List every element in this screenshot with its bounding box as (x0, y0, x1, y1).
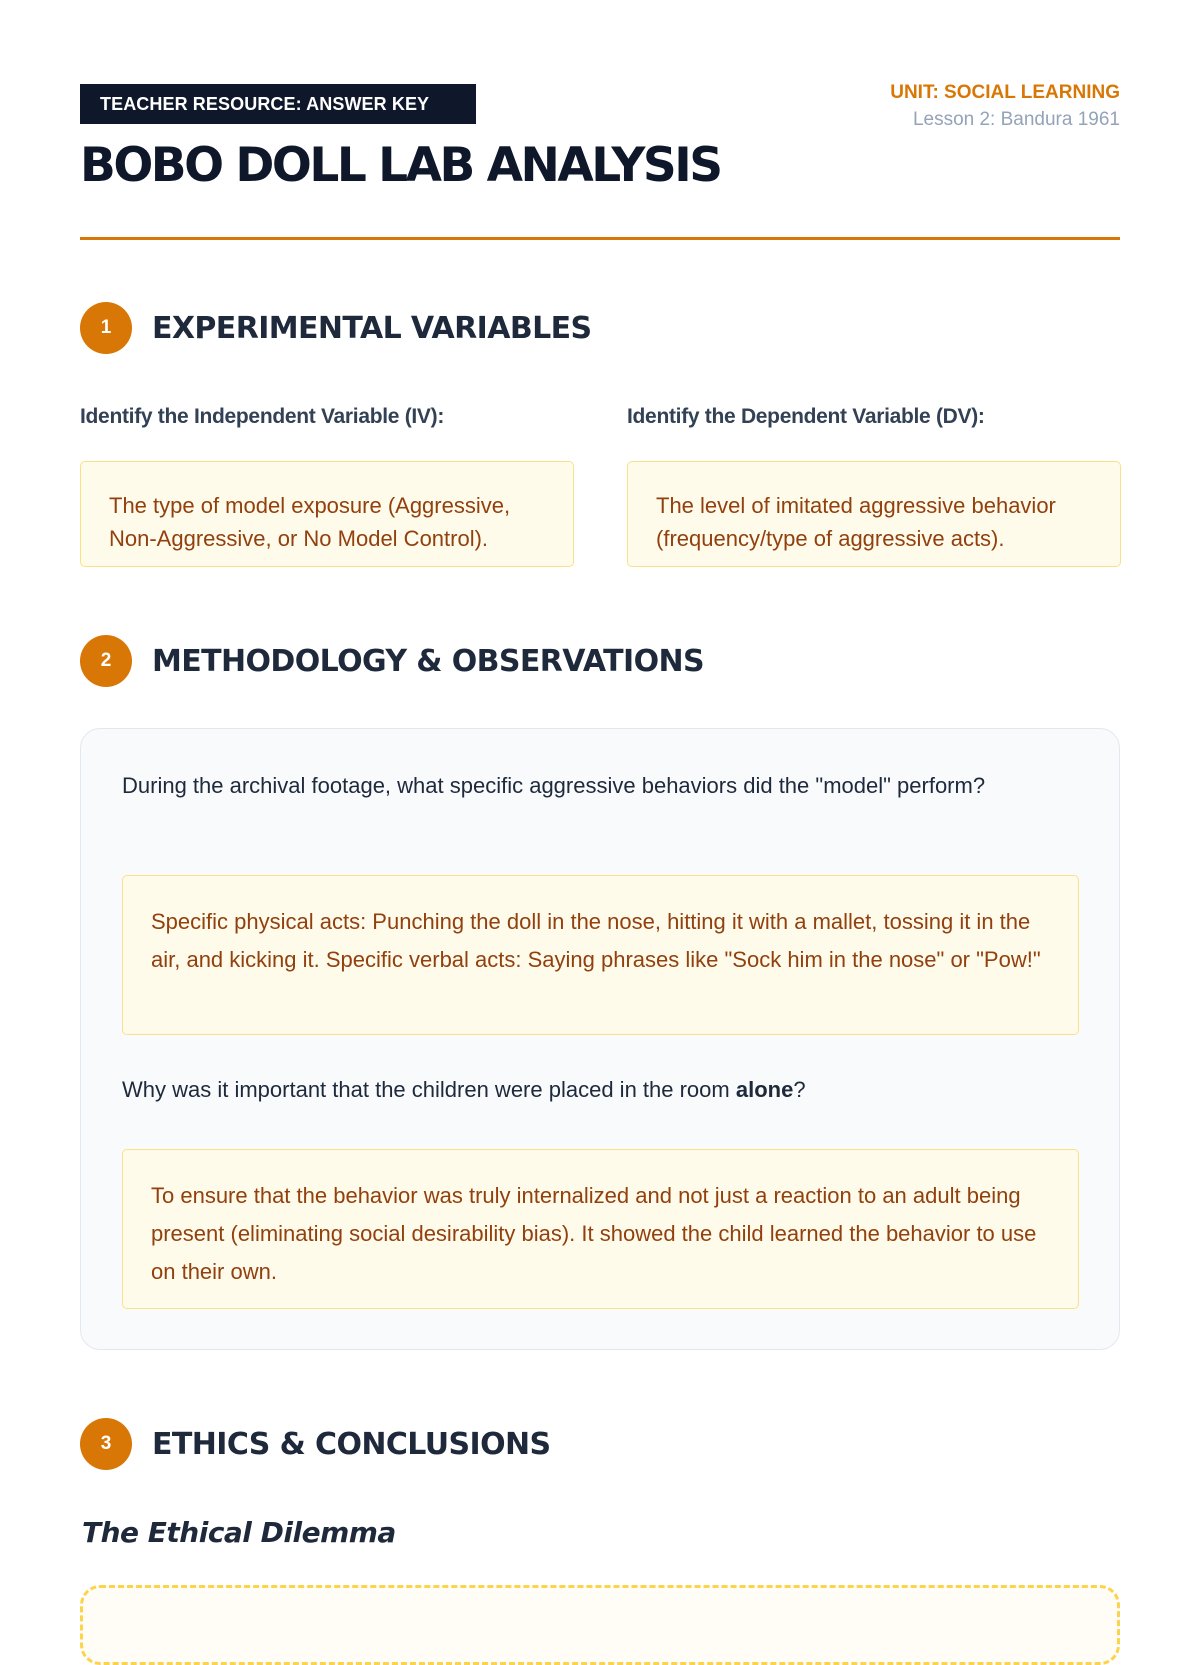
section-number-badge: 1 (80, 302, 132, 354)
section-number-badge: 2 (80, 635, 132, 687)
answer-1-box: Specific physical acts: Punching the doll in the nose, hitting it with a mallet, tossing it in the air, and kicking it. Specific verbal acts: Saying phrases like "Sock him in the nose" or "Pow!" (122, 875, 1079, 1035)
methodology-panel (80, 728, 1120, 1350)
section-heading-variables (80, 302, 592, 354)
unit-info (890, 80, 1120, 134)
section-heading-ethics (80, 1418, 551, 1470)
answer-2-box: To ensure that the behavior was truly internalized and not just a reaction to an adult being present (eliminating social desirability bias). It showed the child learned the behavior to use on their own. (122, 1149, 1079, 1309)
ethical-dilemma-box (80, 1585, 1120, 1665)
lesson-label: Lesson 2: Bandura 1961 (912, 109, 1120, 130)
section-title: ETHICS & CONCLUSIONS (152, 1426, 551, 1462)
teacher-resource-badge: TEACHER RESOURCE: ANSWER KEY (80, 84, 476, 124)
page-title: BOBO DOLL LAB ANALYSIS (80, 138, 721, 193)
section-title: METHODOLOGY & OBSERVATIONS (152, 643, 704, 679)
unit-label: UNIT: SOCIAL LEARNING (890, 82, 1120, 103)
iv-label: Identify the Independent Variable (IV): (80, 405, 445, 428)
section-title: EXPERIMENTAL VARIABLES (152, 310, 592, 346)
question-1: During the archival footage, what specific aggressive behaviors did the "model" perform? (122, 773, 986, 798)
iv-question (80, 400, 574, 551)
section-number-badge: 3 (80, 1418, 132, 1470)
dv-question (627, 400, 1121, 551)
answer-key-page (80, 0, 1120, 1600)
question-2-text: Why was it important that the children were placed in the room (122, 1077, 736, 1102)
question-2-emphasis: alone (735, 1077, 794, 1102)
dv-answer-text: The level of imitated aggressive behavior (frequency/type of aggressive acts). (656, 493, 1056, 551)
question-2 (122, 1073, 1022, 1106)
ethical-dilemma-heading: The Ethical Dilemma (82, 1516, 396, 1549)
header-divider (80, 237, 1120, 240)
dv-label: Identify the Dependent Variable (DV): (627, 405, 985, 428)
section-heading-methodology (80, 635, 704, 687)
question-2-end: ? (793, 1077, 806, 1102)
iv-answer-text: The type of model exposure (Aggressive, Non-Aggressive, or No Model Control). (109, 493, 511, 551)
